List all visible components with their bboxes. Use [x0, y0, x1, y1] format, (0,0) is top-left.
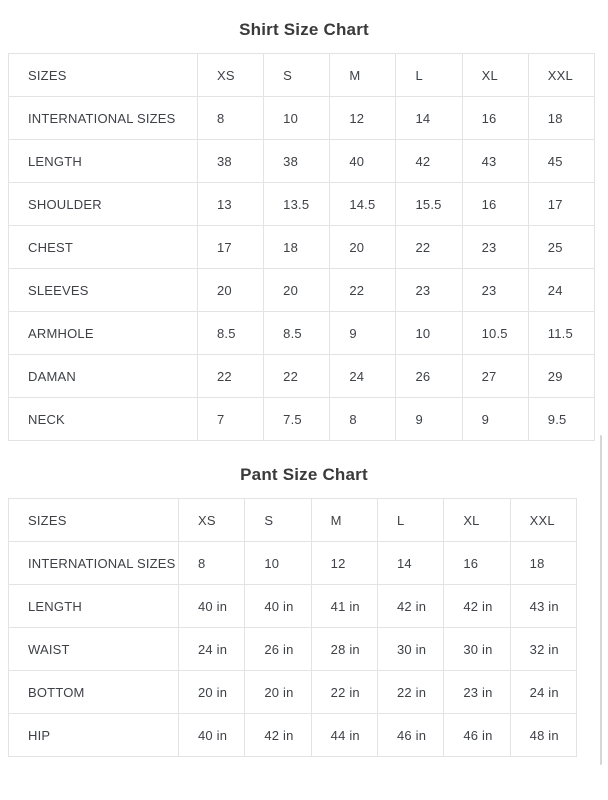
measurement-row-label: DAMAN [9, 355, 198, 398]
size-value-cell: 24 in [510, 671, 576, 714]
size-value-cell: 22 in [311, 671, 377, 714]
size-value-cell: 15.5 [396, 183, 462, 226]
size-value-cell: 9 [396, 398, 462, 441]
size-column-header: XXL [510, 499, 576, 542]
measurement-row-label: LENGTH [9, 585, 179, 628]
size-value-cell: 30 in [377, 628, 443, 671]
measurement-row-label: WAIST [9, 628, 179, 671]
size-column-header: XS [179, 499, 245, 542]
size-value-cell: 46 in [377, 714, 443, 757]
size-value-cell: 43 in [510, 585, 576, 628]
table-row [9, 97, 595, 140]
size-value-cell: 10 [396, 312, 462, 355]
size-value-cell: 8 [179, 542, 245, 585]
size-value-cell: 8.5 [198, 312, 264, 355]
size-value-cell: 42 in [245, 714, 311, 757]
size-value-cell: 13 [198, 183, 264, 226]
size-column-header: S [245, 499, 311, 542]
size-value-cell: 12 [311, 542, 377, 585]
table-row [9, 355, 595, 398]
size-value-cell: 16 [462, 183, 528, 226]
shirt-chart-title: Shirt Size Chart [239, 20, 369, 39]
size-value-cell: 20 [264, 269, 330, 312]
table-row [9, 628, 577, 671]
size-value-cell: 25 [528, 226, 594, 269]
size-value-cell: 18 [264, 226, 330, 269]
size-column-header: L [377, 499, 443, 542]
size-column-header: XXL [528, 54, 594, 97]
size-value-cell: 38 [198, 140, 264, 183]
size-value-cell: 8 [330, 398, 396, 441]
size-value-cell: 22 [330, 269, 396, 312]
size-value-cell: 18 [510, 542, 576, 585]
size-value-cell: 10 [245, 542, 311, 585]
size-value-cell: 44 in [311, 714, 377, 757]
size-value-cell: 8 [198, 97, 264, 140]
size-value-cell: 11.5 [528, 312, 594, 355]
size-value-cell: 20 [198, 269, 264, 312]
size-value-cell: 12 [330, 97, 396, 140]
measurement-row-label: ARMHOLE [9, 312, 198, 355]
size-value-cell: 22 in [377, 671, 443, 714]
size-value-cell: 20 in [179, 671, 245, 714]
measurement-row-label: INTERNATIONAL SIZES [9, 542, 179, 585]
size-value-cell: 42 in [444, 585, 510, 628]
size-column-header: XS [198, 54, 264, 97]
size-value-cell: 45 [528, 140, 594, 183]
sizes-header-label: SIZES [9, 499, 179, 542]
size-value-cell: 7 [198, 398, 264, 441]
measurement-row-label: INTERNATIONAL SIZES [9, 97, 198, 140]
sizes-header-label: SIZES [9, 54, 198, 97]
size-column-header: M [330, 54, 396, 97]
measurement-row-label: BOTTOM [9, 671, 179, 714]
measurement-row-label: SLEEVES [9, 269, 198, 312]
size-value-cell: 9 [462, 398, 528, 441]
size-value-cell: 17 [198, 226, 264, 269]
vertical-scrollbar-thumb[interactable] [600, 435, 602, 765]
size-value-cell: 24 [330, 355, 396, 398]
size-value-cell: 43 [462, 140, 528, 183]
size-value-cell: 7.5 [264, 398, 330, 441]
size-value-cell: 28 in [311, 628, 377, 671]
size-value-cell: 27 [462, 355, 528, 398]
size-value-cell: 20 in [245, 671, 311, 714]
size-value-cell: 10 [264, 97, 330, 140]
size-value-cell: 30 in [444, 628, 510, 671]
size-value-cell: 46 in [444, 714, 510, 757]
size-value-cell: 14.5 [330, 183, 396, 226]
size-value-cell: 10.5 [462, 312, 528, 355]
size-value-cell: 40 [330, 140, 396, 183]
measurement-row-label: SHOULDER [9, 183, 198, 226]
size-value-cell: 22 [198, 355, 264, 398]
size-value-cell: 14 [396, 97, 462, 140]
size-column-header: M [311, 499, 377, 542]
size-value-cell: 23 [462, 269, 528, 312]
measurement-row-label: HIP [9, 714, 179, 757]
size-column-header: S [264, 54, 330, 97]
size-value-cell: 40 in [245, 585, 311, 628]
size-column-header: XL [462, 54, 528, 97]
table-row [9, 183, 595, 226]
table-row [9, 585, 577, 628]
measurement-row-label: NECK [9, 398, 198, 441]
size-value-cell: 17 [528, 183, 594, 226]
pant-chart-title: Pant Size Chart [240, 465, 368, 484]
size-value-cell: 9.5 [528, 398, 594, 441]
table-row [9, 226, 595, 269]
table-row [9, 542, 577, 585]
size-value-cell: 16 [462, 97, 528, 140]
table-row [9, 140, 595, 183]
size-value-cell: 29 [528, 355, 594, 398]
size-value-cell: 48 in [510, 714, 576, 757]
size-value-cell: 14 [377, 542, 443, 585]
header-row [9, 54, 595, 97]
size-value-cell: 40 in [179, 585, 245, 628]
table-row [9, 671, 577, 714]
table-row [9, 398, 595, 441]
pant-size-table [8, 498, 577, 757]
size-value-cell: 18 [528, 97, 594, 140]
size-value-cell: 42 [396, 140, 462, 183]
size-value-cell: 41 in [311, 585, 377, 628]
size-value-cell: 23 [462, 226, 528, 269]
size-value-cell: 13.5 [264, 183, 330, 226]
size-value-cell: 32 in [510, 628, 576, 671]
size-value-cell: 42 in [377, 585, 443, 628]
size-value-cell: 9 [330, 312, 396, 355]
header-row [9, 499, 577, 542]
size-value-cell: 23 in [444, 671, 510, 714]
size-value-cell: 40 in [179, 714, 245, 757]
size-value-cell: 22 [264, 355, 330, 398]
measurement-row-label: CHEST [9, 226, 198, 269]
size-value-cell: 20 [330, 226, 396, 269]
table-row [9, 312, 595, 355]
size-column-header: XL [444, 499, 510, 542]
size-value-cell: 16 [444, 542, 510, 585]
size-value-cell: 23 [396, 269, 462, 312]
table-row [9, 269, 595, 312]
measurement-row-label: LENGTH [9, 140, 198, 183]
size-value-cell: 8.5 [264, 312, 330, 355]
size-value-cell: 24 in [179, 628, 245, 671]
size-column-header: L [396, 54, 462, 97]
table-row [9, 714, 577, 757]
size-value-cell: 24 [528, 269, 594, 312]
size-value-cell: 22 [396, 226, 462, 269]
size-value-cell: 26 in [245, 628, 311, 671]
size-value-cell: 26 [396, 355, 462, 398]
shirt-size-table [8, 53, 595, 441]
size-value-cell: 38 [264, 140, 330, 183]
